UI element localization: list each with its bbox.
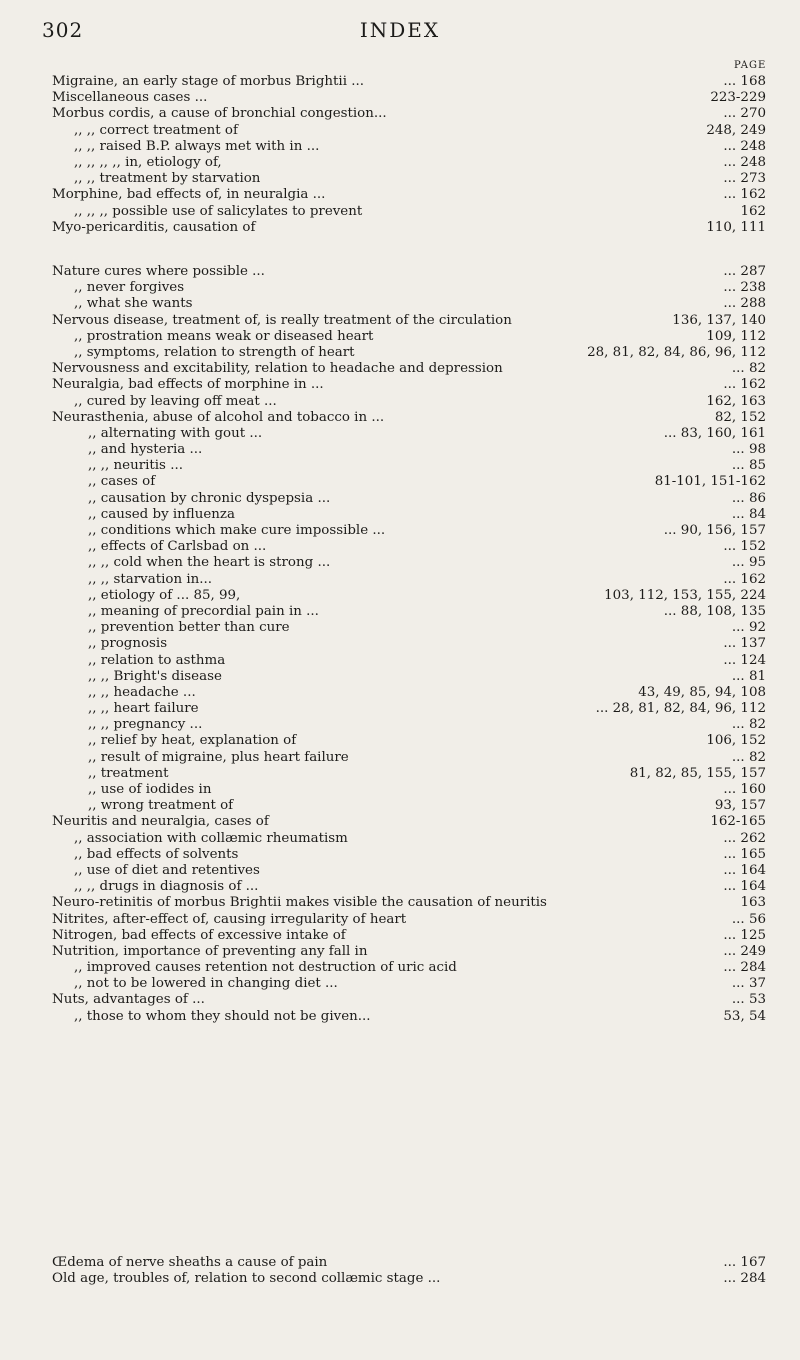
index-entry (52, 912, 766, 928)
index-entry (52, 636, 766, 652)
entry-pages: ... 162 (719, 187, 766, 203)
index-entry (52, 1271, 766, 1287)
index-entry (52, 187, 766, 203)
entry-text: Old age, troubles of, relation to second collæmic stage ... (52, 1271, 441, 1287)
entry-pages: ... 82 (728, 750, 766, 766)
entry-text: Œdema of nerve sheaths a cause of pain (52, 1255, 328, 1270)
entry-pages: ... 28, 81, 82, 84, 96, 112 (592, 701, 766, 717)
index-entry (52, 280, 766, 296)
index-entry (52, 1255, 766, 1271)
index-entry (52, 750, 766, 766)
entry-pages: ... 262 (719, 831, 766, 847)
index-entry (52, 123, 766, 139)
entry-text: Nervous disease, treatment of, is really treatment of the circulation (52, 312, 512, 328)
entry-text: ,, ,, cold when the heart is strong ... (88, 555, 331, 571)
entry-pages: ... 98 (728, 442, 766, 458)
index-entry (52, 685, 766, 701)
index-section-m (52, 74, 766, 236)
index-entry (52, 847, 766, 863)
index-entry (52, 717, 766, 733)
entry-pages: ... 167 (719, 1255, 766, 1271)
entry-pages: ... 82 (728, 361, 766, 377)
index-entry (52, 171, 766, 187)
entry-pages: 81-101, 151-162 (651, 474, 766, 490)
entry-pages: 53, 54 (719, 1009, 766, 1025)
page-number: 302 (42, 18, 84, 42)
entry-text: Neuritis and neuralgia, cases of (52, 814, 269, 830)
entry-text: ,, meaning of precordial pain in ... (88, 603, 319, 619)
index-entry (52, 377, 766, 393)
entry-text: Nature cures where possible ... (52, 264, 265, 279)
entry-text: Neuralgia, bad effects of morphine in ... (52, 377, 324, 393)
entry-text: Morphine, bad effects of, in neuralgia ... (52, 187, 326, 203)
index-section-o (52, 1255, 766, 1287)
entry-text: ,, ,, pregnancy ... (88, 717, 203, 733)
index-entry (52, 361, 766, 377)
entry-text: Neurasthenia, abuse of alcohol and tobacco in ... (52, 409, 385, 425)
entry-pages: ... 56 (728, 912, 766, 928)
entry-pages: ... 162 (719, 377, 766, 393)
entry-pages: ... 238 (719, 280, 766, 296)
entry-pages: ... 288 (719, 296, 766, 312)
entry-text: ,, cases of (88, 474, 156, 490)
entry-pages: 109, 112 (702, 329, 766, 345)
index-entry (52, 1009, 766, 1025)
entry-pages: 136, 137, 140 (668, 313, 766, 329)
page-column-label: PAGE (734, 60, 767, 71)
entry-text: Nutrition, importance of preventing any fall in (52, 943, 368, 959)
index-entry (52, 296, 766, 312)
index-entry (52, 944, 766, 960)
index-entry (52, 798, 766, 814)
entry-pages: ... 284 (719, 1271, 766, 1287)
entry-pages: ... 168 (719, 74, 766, 90)
index-entry (52, 782, 766, 798)
entry-text: ,, ,, correct treatment of (74, 122, 238, 138)
entry-text: ,, effects of Carlsbad on ... (88, 539, 267, 555)
entry-text: ,, alternating with gout ... (88, 425, 263, 441)
index-section-n (52, 264, 766, 1025)
entry-pages: ... 124 (719, 653, 766, 669)
index-entry (52, 426, 766, 442)
entry-pages: ... 82 (728, 717, 766, 733)
entry-pages: ... 152 (719, 539, 766, 555)
entry-pages: 110, 111 (702, 220, 766, 236)
entry-text: ,, not to be lowered in changing diet ... (74, 976, 338, 992)
index-entry (52, 555, 766, 571)
entry-text: ,, association with collæmic rheumatism (74, 830, 348, 846)
entry-text: ,, causation by chronic dyspepsia ... (88, 490, 331, 506)
entry-text: ,, wrong treatment of (88, 798, 234, 814)
entry-pages: ... 125 (719, 928, 766, 944)
entry-pages: ... 137 (719, 636, 766, 652)
entry-text: ,, symptoms, relation to strength of heart (74, 344, 355, 360)
index-entry (52, 604, 766, 620)
entry-text: ,, ,, ,, possible use of salicylates to prevent (74, 203, 363, 219)
index-entry (52, 653, 766, 669)
entry-text: ,, conditions which make cure impossible ... (88, 523, 386, 538)
entry-pages: 163 (736, 895, 766, 911)
entry-text: ,, improved causes retention not destruction of uric acid (74, 960, 457, 976)
entry-text: Migraine, an early stage of morbus Brightii ... (52, 74, 365, 89)
entry-pages: 28, 81, 82, 84, 86, 96, 112 (583, 345, 766, 361)
entry-pages: ... 84 (728, 507, 766, 523)
index-entry (52, 701, 766, 717)
index-entry (52, 329, 766, 345)
index-entry (52, 539, 766, 555)
index-entry (52, 90, 766, 106)
entry-text: Neuro-retinitis of morbus Brightii makes visible the causation of neuritis (52, 895, 547, 911)
entry-text: Morbus cordis, a cause of bronchial congestion... (52, 106, 387, 122)
entry-text: ,, ,, starvation in... (88, 571, 213, 587)
index-entry (52, 766, 766, 782)
entry-text: ,, ,, drugs in diagnosis of ... (74, 879, 259, 895)
entry-text: Myo-pericarditis, causation of (52, 219, 256, 235)
entry-text: ,, relief by heat, explanation of (88, 733, 297, 749)
entry-text: ,, prognosis (88, 636, 168, 652)
entry-pages: 162, 163 (702, 394, 766, 410)
entry-text: ,, never forgives (74, 280, 185, 296)
entry-text: ,, ,, neuritis ... (88, 458, 183, 474)
entry-pages: 103, 112, 153, 155, 224 (600, 588, 766, 604)
index-entry (52, 863, 766, 879)
index-entry (52, 620, 766, 636)
entry-text: ,, use of diet and retentives (74, 862, 260, 878)
entry-text: Nuts, advantages of ... (52, 992, 205, 1008)
entry-text: ,, those to whom they should not be given... (74, 1008, 371, 1024)
index-entry (52, 879, 766, 895)
entry-pages: 93, 157 (711, 798, 766, 814)
index-entry (52, 669, 766, 685)
entry-text: ,, prostration means weak or diseased heart (74, 328, 374, 344)
index-entry (52, 220, 766, 236)
entry-text: ,, ,, heart failure (88, 701, 199, 717)
entry-pages: ... 88, 108, 135 (660, 604, 766, 620)
entry-pages: ... 83, 160, 161 (660, 426, 766, 442)
entry-text: Nervousness and excitability, relation to headache and depression (52, 361, 503, 377)
index-entry (52, 204, 766, 220)
entry-text: Nitrogen, bad effects of excessive intake of (52, 927, 346, 943)
entry-text: ,, and hysteria ... (88, 442, 203, 458)
entry-text: ,, result of migraine, plus heart failure (88, 749, 349, 765)
index-entry (52, 507, 766, 523)
entry-pages: 81, 82, 85, 155, 157 (626, 766, 766, 782)
index-entry (52, 410, 766, 426)
entry-text: ,, ,, raised B.P. always met with in ... (74, 138, 320, 154)
entry-text: ,, prevention better than cure (88, 620, 290, 636)
entry-text: ,, cured by leaving off meat ... (74, 393, 277, 409)
page-title: INDEX (359, 18, 441, 42)
entry-pages: ... 164 (719, 863, 766, 879)
entry-pages: ... 164 (719, 879, 766, 895)
entry-pages: 82, 152 (711, 410, 766, 426)
index-entry (52, 458, 766, 474)
entry-pages: ... 85 (728, 458, 766, 474)
entry-pages: ... 95 (728, 555, 766, 571)
entry-pages: 248, 249 (702, 123, 766, 139)
entry-text: ,, ,, treatment by starvation (74, 171, 261, 187)
entry-text: ,, use of iodides in (88, 782, 212, 797)
index-entry (52, 992, 766, 1008)
entry-text: ,, caused by influenza (88, 506, 235, 522)
entry-text: ,, ,, headache ... (88, 684, 196, 700)
entry-pages: ... 92 (728, 620, 766, 636)
index-entry (52, 960, 766, 976)
entry-pages: ... 162 (719, 572, 766, 588)
index-entry (52, 74, 766, 90)
entry-pages: 162 (736, 204, 766, 220)
index-entry (52, 474, 766, 490)
page-header (0, 18, 800, 54)
entry-pages: 43, 49, 85, 94, 108 (634, 685, 766, 701)
entry-pages: ... 86 (728, 491, 766, 507)
entry-pages: 162-165 (706, 814, 766, 830)
index-entry (52, 588, 766, 604)
entry-pages: 223-229 (706, 90, 766, 106)
entry-pages: ... 249 (719, 944, 766, 960)
entry-text: ,, ,, Bright's disease (88, 668, 222, 684)
index-entry (52, 491, 766, 507)
entry-pages: ... 273 (719, 171, 766, 187)
index-entry (52, 733, 766, 749)
index-entry (52, 345, 766, 361)
index-entry (52, 155, 766, 171)
index-entry (52, 895, 766, 911)
index-entry (52, 831, 766, 847)
index-entry (52, 394, 766, 410)
entry-text: ,, treatment (88, 765, 169, 781)
index-entry (52, 814, 766, 830)
entry-pages: ... 37 (728, 976, 766, 992)
entry-pages: ... 284 (719, 960, 766, 976)
entry-pages: ... 248 (719, 155, 766, 171)
entry-pages: ... 160 (719, 782, 766, 798)
index-entry (52, 139, 766, 155)
entry-pages: ... 270 (719, 106, 766, 122)
entry-text: ,, etiology of ... 85, 99, (88, 587, 241, 603)
entry-text: ,, relation to asthma (88, 652, 226, 668)
entry-pages: ... 53 (728, 992, 766, 1008)
entry-pages: 106, 152 (702, 733, 766, 749)
entry-pages: ... 81 (728, 669, 766, 685)
entry-pages: ... 90, 156, 157 (660, 523, 766, 539)
index-entry (52, 106, 766, 122)
entry-text: ,, what she wants (74, 296, 193, 312)
entry-pages: ... 248 (719, 139, 766, 155)
index-entry (52, 442, 766, 458)
index-entry (52, 572, 766, 588)
index-entry (52, 523, 766, 539)
entry-text: Miscellaneous cases ... (52, 90, 208, 106)
entry-text: ,, bad effects of solvents (74, 846, 239, 862)
index-entry (52, 264, 766, 280)
entry-pages: ... 287 (719, 264, 766, 280)
entry-text: Nitrites, after-effect of, causing irregularity of heart (52, 911, 407, 927)
index-entry (52, 313, 766, 329)
entry-pages: ... 165 (719, 847, 766, 863)
entry-text: ,, ,, ,, ,, in, etiology of, (74, 154, 222, 170)
index-entry (52, 976, 766, 992)
index-entry (52, 928, 766, 944)
